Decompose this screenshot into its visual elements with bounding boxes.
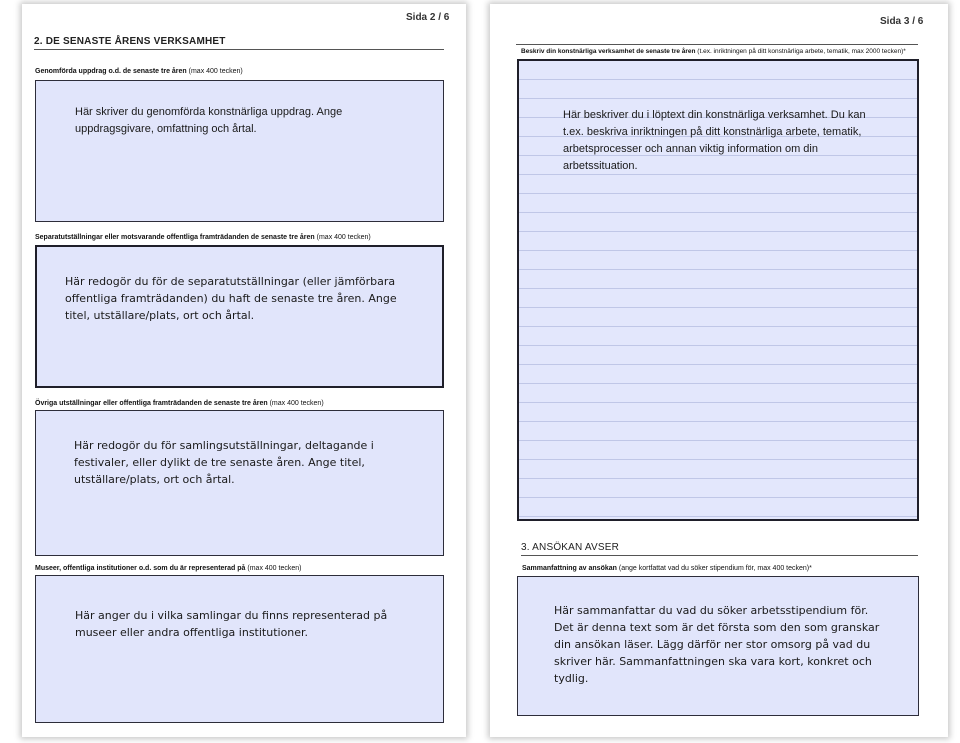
collections-hint: Här anger du i vilka samlingar du finns representerad på museer eller andra offentliga institutioner. [75,609,388,639]
solo-exhibitions-textarea[interactable] [35,245,444,388]
form-page-3 [490,4,948,737]
commissions-hint: Här skriver du genomförda konstnärliga uppdrag. Ange uppdragsgivare, omfattning och årtal. [75,106,343,135]
header-divider [516,44,918,45]
other-exhibitions-textarea[interactable] [35,410,444,556]
field-label-solo-exhibitions: Separatutställningar eller motsvarande offentliga framträdanden de senaste tre åren (max 400 tecken) [35,234,371,241]
collections-textarea[interactable] [35,575,444,723]
form-page-2 [22,4,466,737]
solo-exhibitions-hint: Här redogör du för de separatutställningar (eller jämförbara offentliga framträdanden) du haft de senaste tre åren. Ange titel, utställare/plats, ort och årtal. [65,275,397,322]
field-label-commissions: Genomförda uppdrag o.d. de senaste tre åren (max 400 tecken) [35,68,243,75]
artistic-activity-textarea[interactable] [517,59,919,521]
other-exhibitions-hint: Här redogör du för samlingsutställningar, deltagande i festivaler, eller dylikt de tre senaste åren. Ange titel, utställare/plats, ort och årtal. [74,439,374,486]
section-title: 2. DE SENASTE ÅRENS VERKSAMHET [34,36,226,47]
commissions-textarea[interactable] [35,80,444,222]
page-number: Sida 3 / 6 [880,16,924,27]
summary-textarea[interactable] [517,576,919,716]
page-number: Sida 2 / 6 [406,12,450,23]
field-label-other-exhibitions: Övriga utställningar eller offentliga framträdanden de senaste tre åren (max 400 tecken) [35,400,324,407]
field-label-collections: Museer, offentliga institutioner o.d. som du är representerad på (max 400 tecken) [35,565,302,572]
field-label-artistic-activity: Beskriv din konstnärliga verksamhet de senaste tre åren (t.ex. inriktningen på ditt konstnärliga arbete, tematik, max 2000 tecken)* [521,48,906,55]
section-divider [521,555,918,556]
section-divider [34,49,444,50]
field-label-summary: Sammanfattning av ansökan (ange kortfattat vad du söker stipendium för, max 400 tecken)* [522,565,812,572]
summary-hint: Här sammanfattar du vad du söker arbetsstipendium för. Det är denna text som är det första som den som granskar din ansökan läser. Lägg därför ner stor omsorg på vad du skriver här. Sammanfattningen ska vara kort, konkret och tydlig. [554,604,880,685]
artistic-activity-hint: Här beskriver du i löptext din konstnärliga verksamhet. Du kan t.ex. beskriva inriktningen på ditt konstnärliga arbete, tematik, arbetsprocesser och annan viktig information om din arbetssituation. [563,109,866,172]
section-title: 3. ANSÖKAN AVSER [521,542,620,553]
